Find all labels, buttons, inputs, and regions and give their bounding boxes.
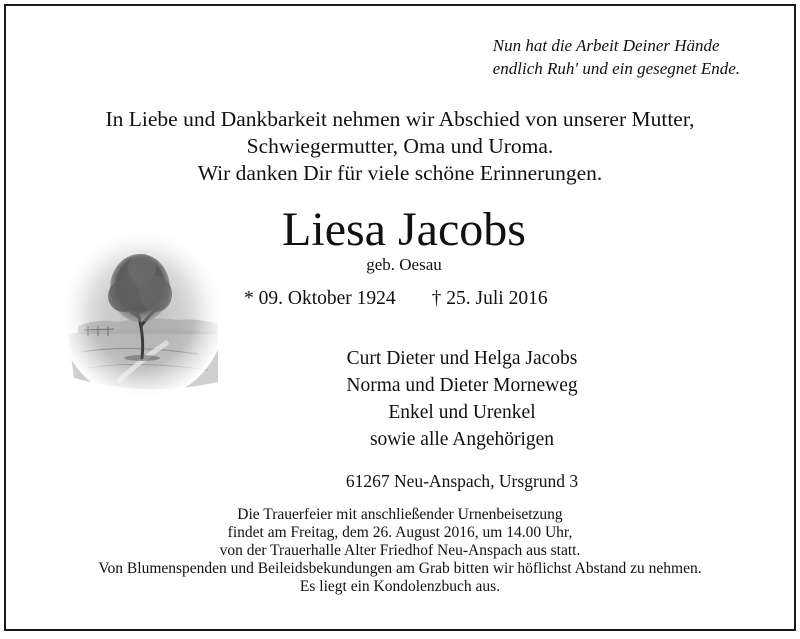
birth-name: geb. Oesau [366, 255, 442, 274]
life-dates [244, 286, 548, 312]
family-address: 61267 Neu-Anspach, Ursgrund 3 [345, 471, 579, 491]
mourners-list [6, 345, 794, 453]
deceased-name: Liesa Jacobs [282, 203, 526, 256]
ceremony-line: Die Trauerfeier mit anschließender Urnenbeisetzung [237, 506, 563, 523]
farewell-line-3: Wir danken Dir für viele schöne Erinnerungen. [197, 161, 603, 185]
birth-date: * 09. Oktober 1924 [244, 288, 396, 309]
mourner-line: Curt Dieter und Helga Jacobs [346, 348, 578, 369]
mourner-line: Enkel und Urenkel [388, 402, 536, 423]
ceremony-line: Von Blumenspenden und Beileidsbekundungen am Grab bitten wir höflichst Abstand zu nehmen. [98, 560, 702, 577]
memorial-quote [493, 34, 740, 80]
ceremony-line: von der Trauerhalle Alter Friedhof Neu-Anspach aus statt. [219, 542, 581, 559]
mourner-line: sowie alle Angehörigen [369, 429, 555, 450]
death-date: † 25. Juli 2016 [431, 288, 548, 309]
farewell-line-2: Schwiegermutter, Oma und Uroma. [246, 134, 554, 158]
quote-line-2: endlich Ruh' und ein gesegnet Ende. [492, 59, 740, 78]
farewell-line-1: In Liebe und Dankbarkeit nehmen wir Abschied von unserer Mutter, [105, 107, 695, 131]
ceremony-line: Es liegt ein Kondolenzbuch aus. [299, 578, 501, 595]
mourner-line: Norma und Dieter Morneweg [346, 375, 578, 396]
ceremony-info [6, 506, 794, 596]
obituary-notice [4, 4, 796, 631]
ceremony-line: findet am Freitag, dem 26. August 2016, um 14.00 Uhr, [227, 524, 573, 541]
farewell-text [6, 106, 794, 187]
quote-line-1: Nun hat die Arbeit Deiner Hände [492, 36, 720, 55]
